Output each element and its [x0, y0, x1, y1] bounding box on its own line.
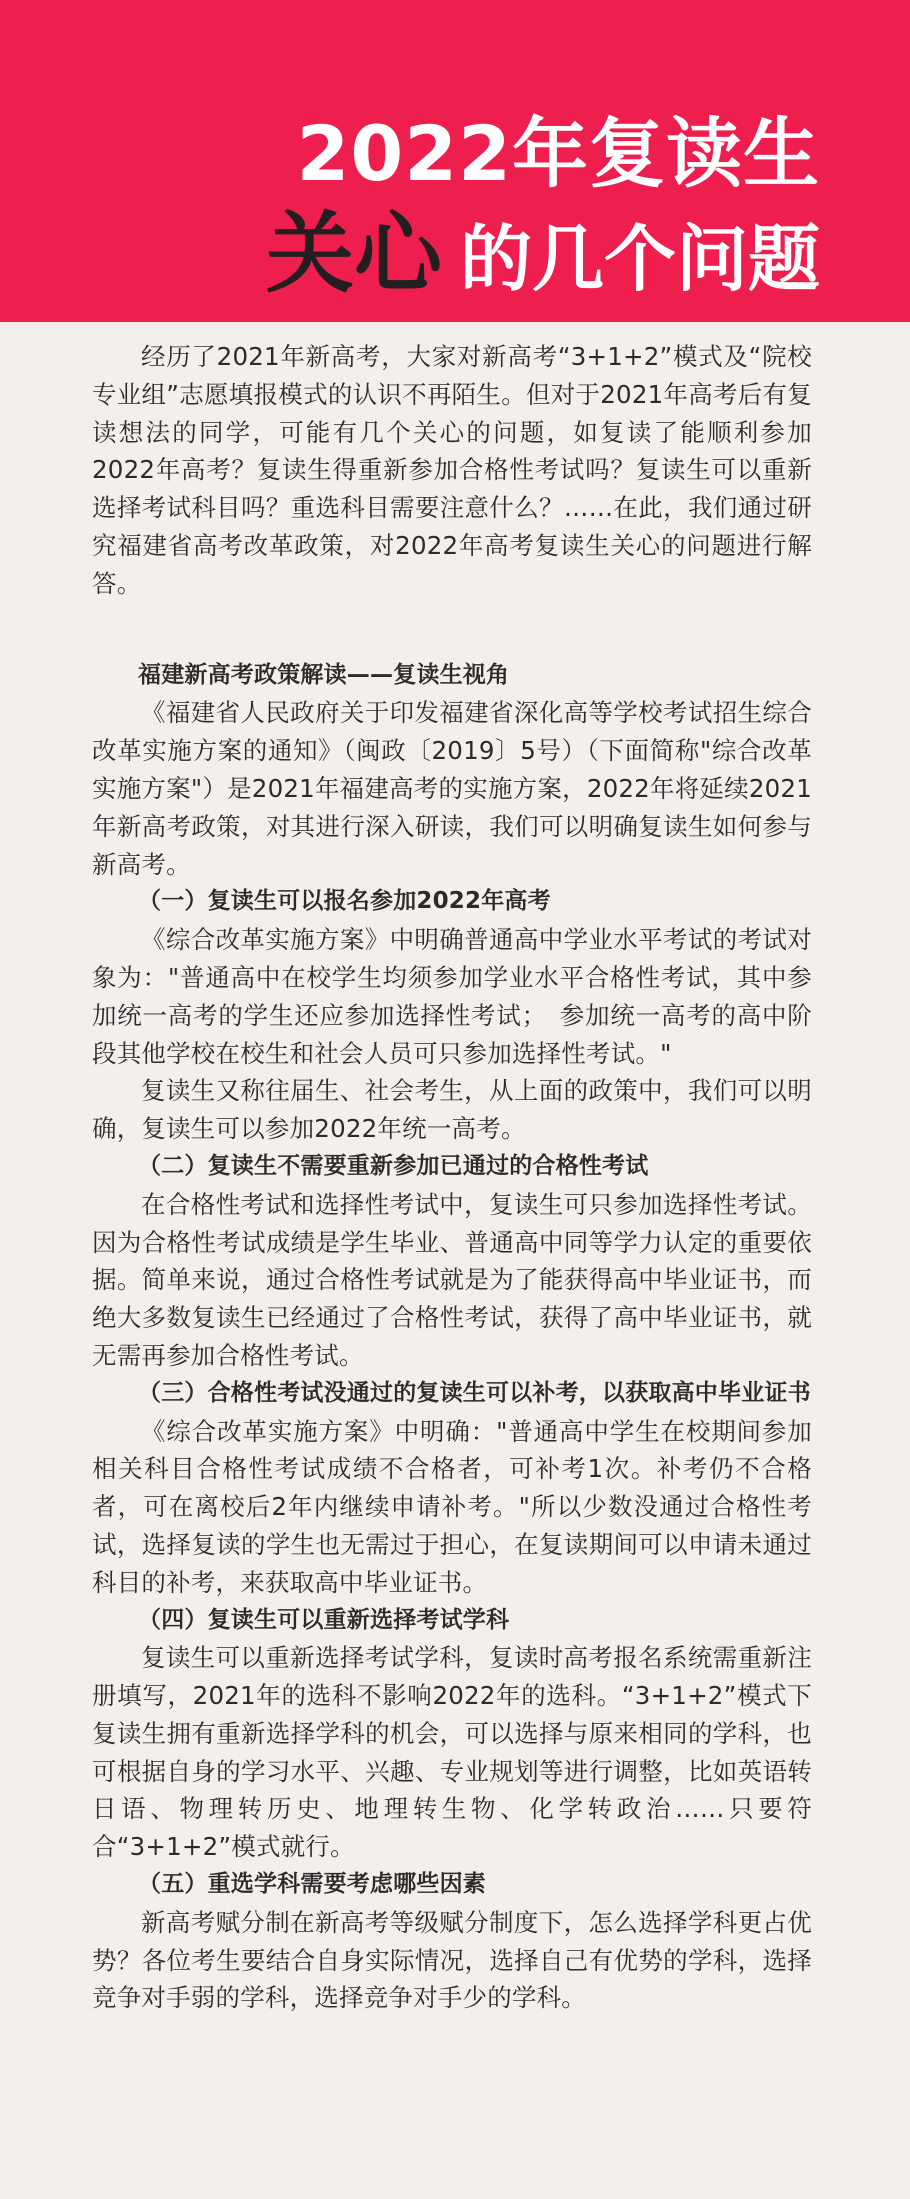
section-intro-paragraph: 《福建省人民政府关于印发福建省深化高等学校考试招生综合改革实施方案的通知》（闽政〔2019〕5号）（下面简称"综合改革实施方案"）是2021年福建高考的实施方案，2022年将延续2021年新高考政策，对其进行深入研读，我们可以明确复读生如何参与新高考。: [92, 698, 812, 879]
subheading-2: （二）复读生不需要重新参加已通过的合格性考试: [138, 1152, 649, 1179]
subheading-3: （三）合格性考试没通过的复读生可以补考，以获取高中毕业证书: [138, 1379, 811, 1406]
intro-paragraph: 经历了2021年新高考，大家对新高考“3+1+2”模式及“院校专业组”志愿填报模式的认识不再陌生。但对于2021年高考后有复读想法的同学，可能有几个关心的问题，如复读了能顺利参加 2022年高考？复读生得重新参加合格性考试吗？复读生可以重新选择考试科目吗？重选科目需要注意什么？……在此，我们通过研究福建省高考改革政策，对2022年高考复读生关心的问题进行解答。: [92, 342, 812, 598]
paragraph-3-1: 《综合改革实施方案》中明确："普通高中学生在校期间参加相关科目合格性考试成绩不合格者，可补考1次。补考仍不合格者，可在离校后2年内继续申请补考。"所以少数没通过合格性考试，选择复读的学生也无需过于担心，在复读期间可以申请未通过科目的补考，来获取高中毕业证书。: [92, 1416, 812, 1597]
paragraph-1-1: 《综合改革实施方案》中明确普通高中学业水平考试的考试对象为："普通高中在校学生均须参加学业水平合格性考试，其中参加统一高考的学生还应参加选择性考试； 参加统一高考的高中阶段其他学校在校生和社会人员可只参加选择性考试。": [92, 925, 812, 1068]
paragraph-2-1: 在合格性考试和选择性考试中，复读生可只参加选择性考试。因为合格性考试成绩是学生毕业、普通高中同等学力认定的重要依据。简单来说，通过合格性考试就是为了能获得高中毕业证书，而绝大多数复读生已经通过了合格性考试，获得了高中毕业证书，就无需再参加合格性考试。: [92, 1189, 812, 1370]
subheading-1: （一）复读生可以报名参加2022年高考: [138, 888, 551, 915]
title-highlight: 关心: [265, 202, 442, 305]
paragraph-5-1: 新高考赋分制在新高考等级赋分制度下，怎么选择学科更占优势？各位考生要结合自身实际情况，选择自己有优势的学科，选择竞争对手弱的学科，选择竞争对手少的学科。: [92, 1907, 812, 2013]
subheading-5: （五）重选学科需要考虑哪些因素: [138, 1871, 486, 1898]
title-banner: [0, 0, 910, 322]
paragraph-1-2: 复读生又称往届生、社会考生，从上面的政策中，我们可以明确，复读生可以参加2022年统一高考。: [92, 1076, 812, 1144]
title-rest: 的几个问题: [459, 217, 820, 301]
article-body: [92, 338, 812, 2017]
paragraph-4-1: 复读生可以重新选择考试学科，复读时高考报名系统需重新注册填写，2021年的选科不影响2022年的选科。“3+1+2”模式下复读生拥有重新选择学科的机会，可以选择与原来相同的学科，也可根据自身的学习水平、兴趣、专业规划等进行调整，比如英语转日语、物理转历史、地理转生物、化学转政治……只要符合“3+1+2”模式就行。: [92, 1643, 812, 1862]
title-line-2: [265, 202, 820, 305]
title-line-1: 2022年复读生: [296, 109, 820, 198]
subheading-4: （四）复读生可以重新选择考试学科: [138, 1606, 510, 1633]
section-heading: 福建新高考政策解读——复读生视角: [138, 661, 510, 688]
